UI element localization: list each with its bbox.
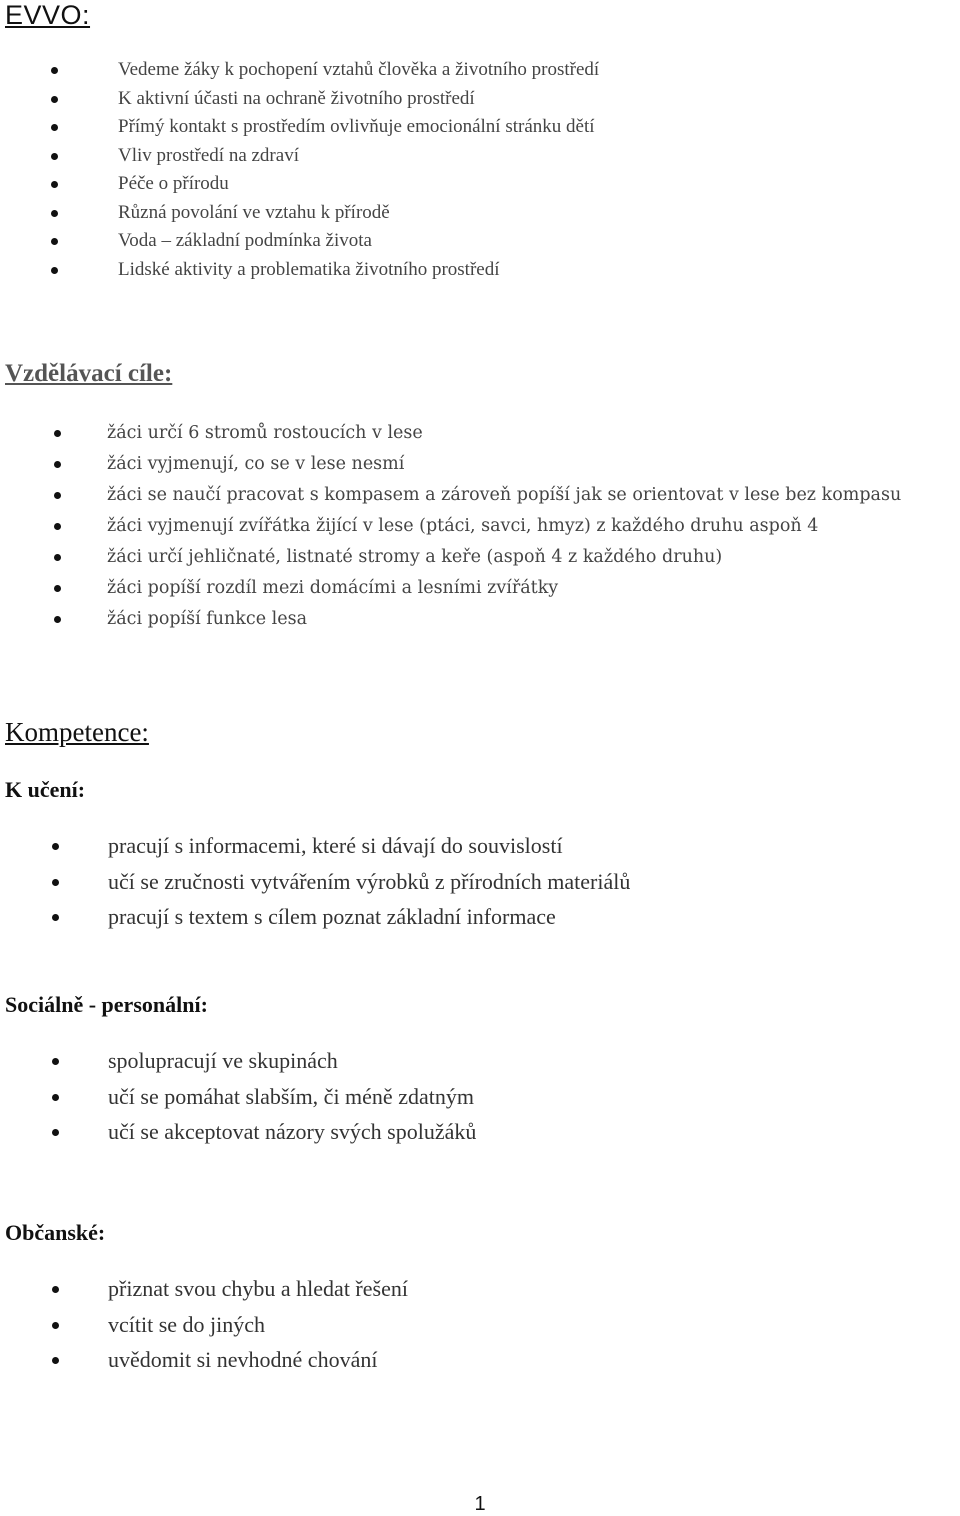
list-item: Péče o přírodu xyxy=(0,170,960,199)
list-item: spolupracují ve skupinách xyxy=(0,1043,960,1079)
list-item: žáci popíší rozdíl mezi domácími a lesními zvířátky xyxy=(0,573,960,603)
learning-list xyxy=(0,828,960,935)
page-number: 1 xyxy=(474,1493,486,1515)
social-list xyxy=(0,1043,960,1150)
goals-heading: Vzdělávací cíle: xyxy=(5,360,173,387)
list-item: učí se zručnosti vytvářením výrobků z přírodních materiálů xyxy=(0,864,960,900)
social-subheading: Sociálně - personální: xyxy=(5,992,208,1017)
list-item: žáci se naučí pracovat s kompasem a zároveň popíší jak se orientovat v lese bez kompasu xyxy=(0,480,960,510)
list-item: pracují s textem s cílem poznat základní informace xyxy=(0,899,960,935)
civic-subheading: Občanské: xyxy=(5,1220,106,1245)
list-item: Různá povolání ve vztahu k přírodě xyxy=(0,199,960,228)
list-item: Voda – základní podmínka života xyxy=(0,227,960,256)
list-item: žáci vyjmenují, co se v lese nesmí xyxy=(0,449,960,479)
list-item: Vliv prostředí na zdraví xyxy=(0,142,960,171)
list-item: učí se akceptovat názory svých spolužáků xyxy=(0,1114,960,1150)
list-item: Vedeme žáky k pochopení vztahů člověka a životního prostředí xyxy=(0,56,960,85)
list-item: žáci vyjmenují zvířátka žijící v lese (ptáci, savci, hmyz) z každého druhu aspoň 4 xyxy=(0,511,960,541)
competences-heading: Kompetence: xyxy=(5,717,149,747)
list-item: K aktivní účasti na ochraně životního prostředí xyxy=(0,85,960,114)
list-item: přiznat svou chybu a hledat řešení xyxy=(0,1271,960,1307)
evvo-heading: EVVO: xyxy=(5,0,91,30)
list-item: Lidské aktivity a problematika životního prostředí xyxy=(0,256,960,285)
goals-list xyxy=(0,418,960,635)
list-item: pracují s informacemi, které si dávají do souvislostí xyxy=(0,828,960,864)
list-item: uvědomit si nevhodné chování xyxy=(0,1342,960,1378)
list-item: žáci popíší funkce lesa xyxy=(0,604,960,634)
list-item: žáci určí jehličnaté, listnaté stromy a keře (aspoň 4 z každého druhu) xyxy=(0,542,960,572)
list-item: vcítit se do jiných xyxy=(0,1307,960,1343)
list-item: žáci určí 6 stromů rostoucích v lese xyxy=(0,418,960,448)
civic-list xyxy=(0,1271,960,1378)
learning-subheading: K učení: xyxy=(5,777,86,802)
list-item: Přímý kontakt s prostředím ovlivňuje emocionální stránku dětí xyxy=(0,113,960,142)
list-item: učí se pomáhat slabším, či méně zdatným xyxy=(0,1079,960,1115)
evvo-list xyxy=(0,56,960,284)
